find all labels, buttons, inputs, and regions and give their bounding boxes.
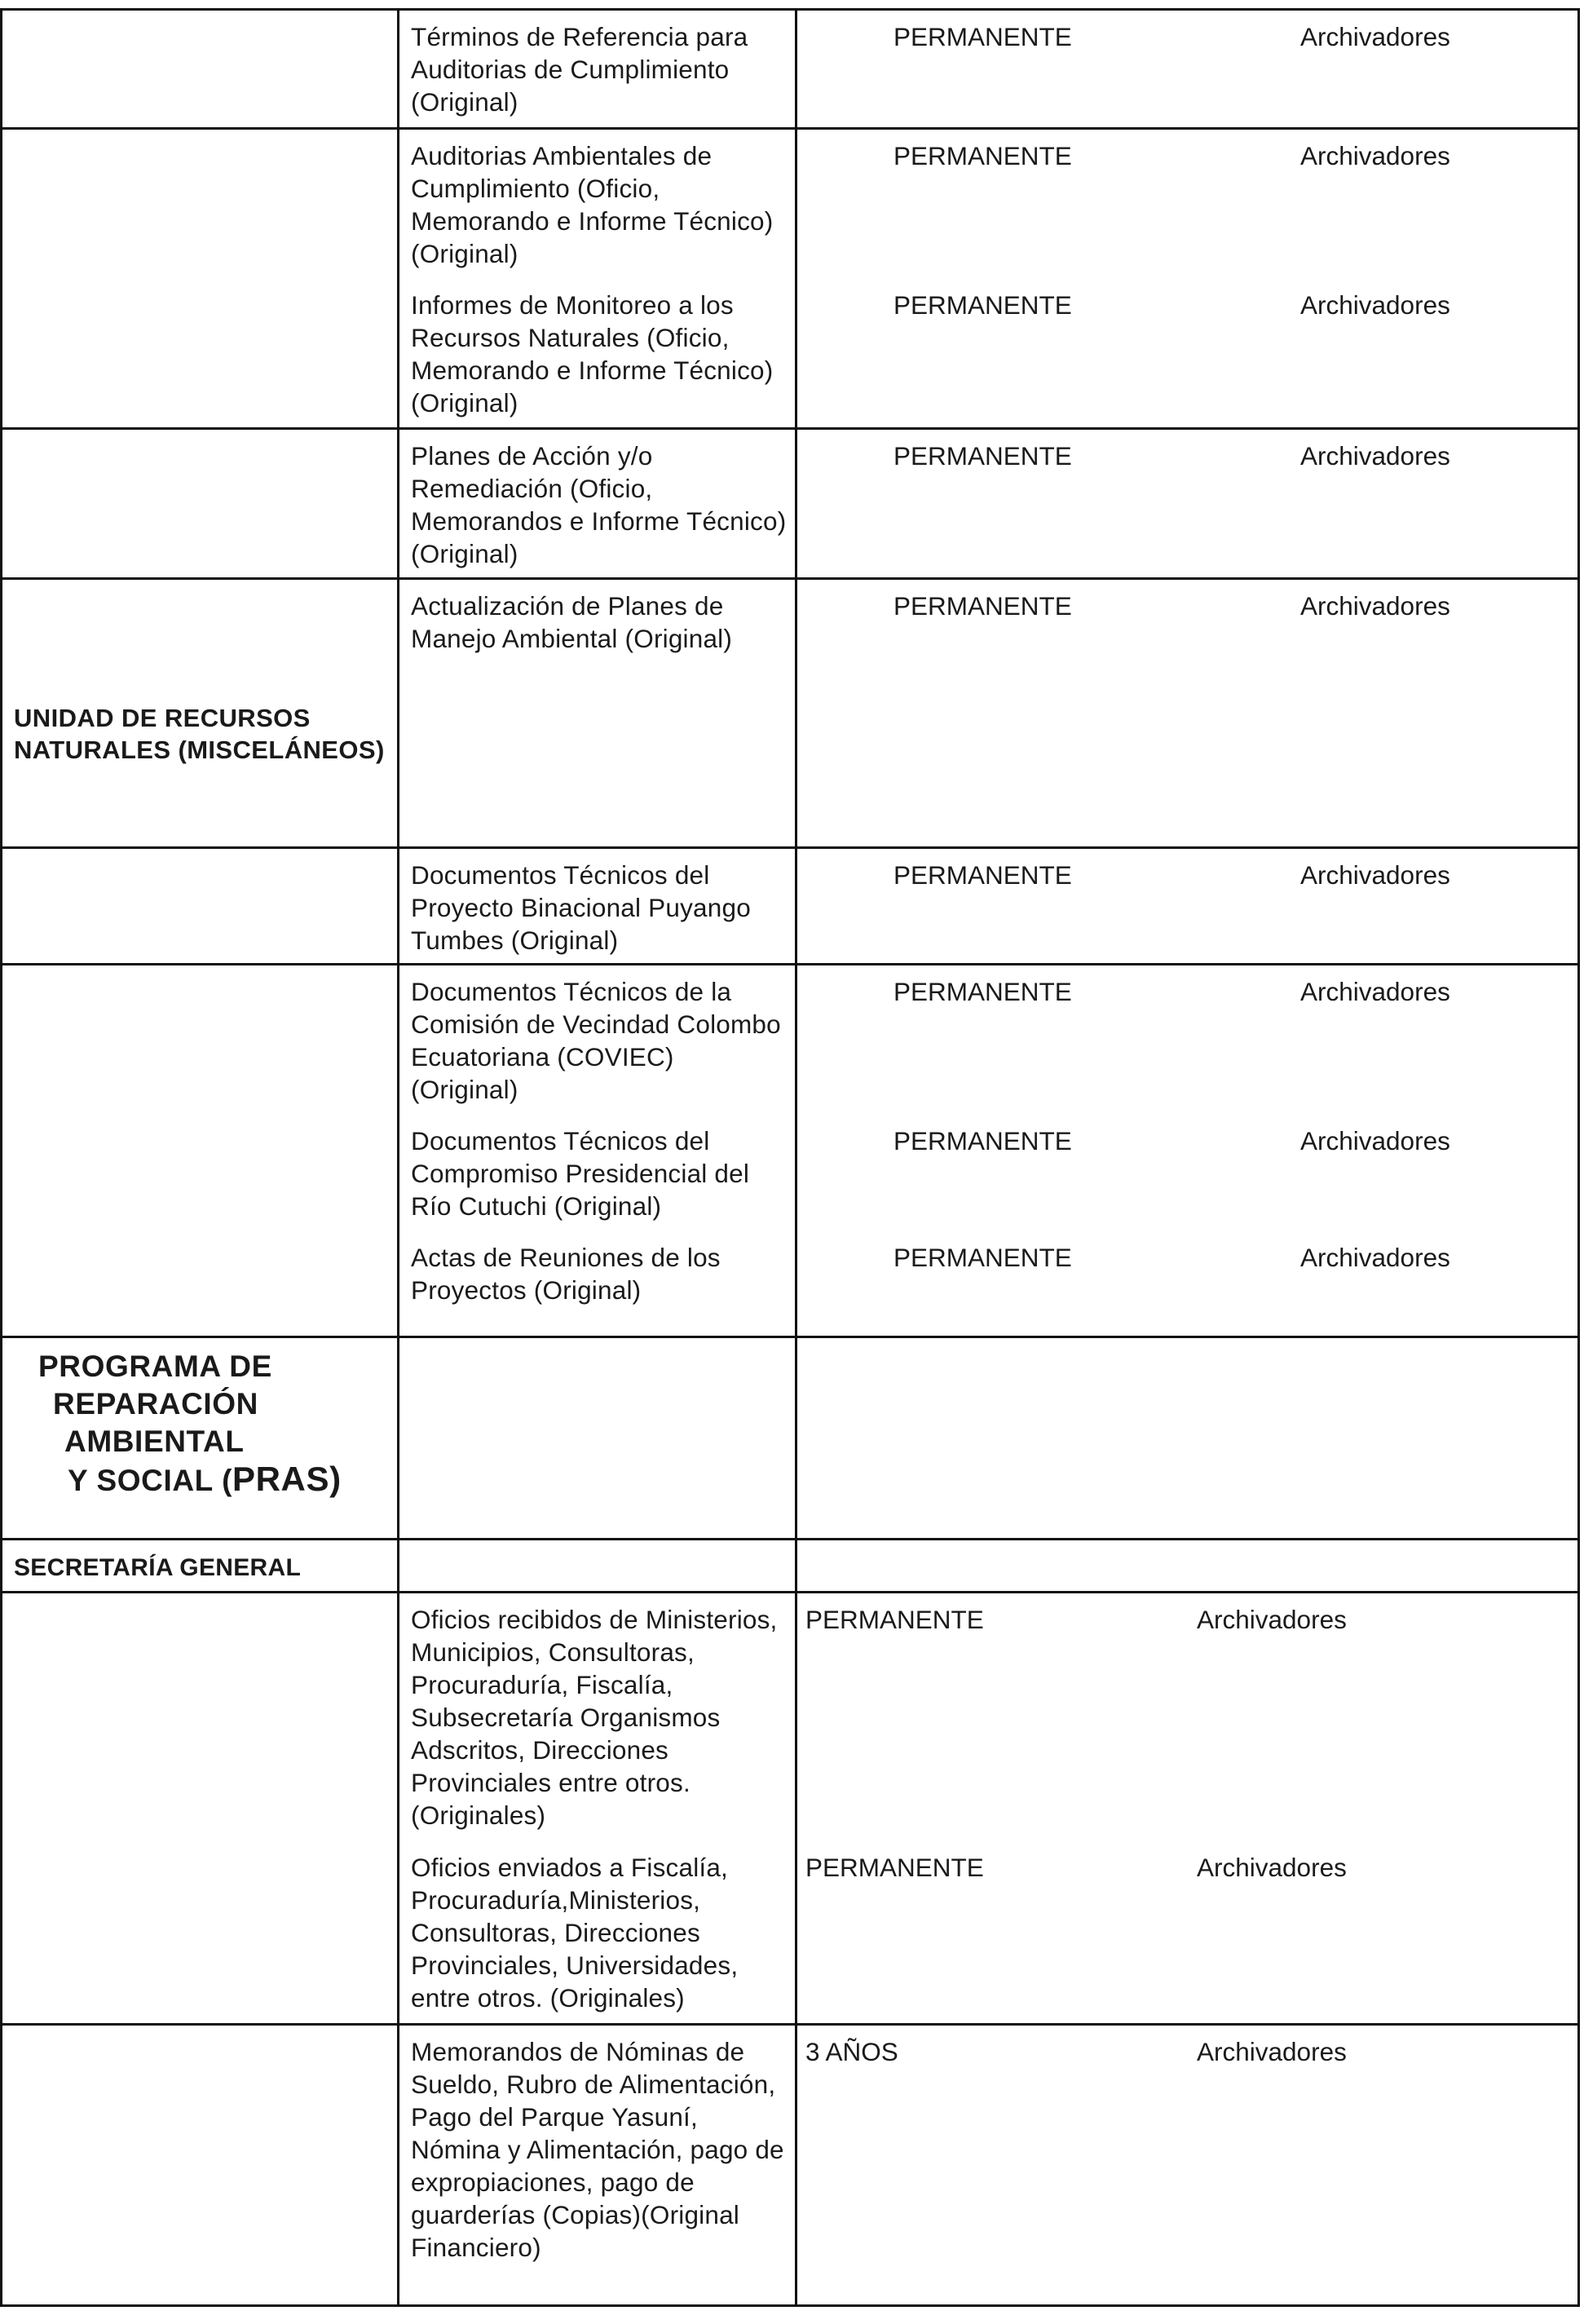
description-cell: Actualización de Planes de Manejo Ambiental (Original) (399, 579, 796, 848)
storage-location: Archivadores (1300, 1125, 1450, 1155)
table-row (2, 279, 1579, 429)
description-cell: Oficios enviados a Fiscalía, Procuraduría,Ministerios, Consultoras, Direcciones Provinciales, Universidades, entre otros. (Originales) (399, 1841, 796, 2025)
storage-location: Archivadores (1197, 2037, 1347, 2066)
storage-location: Archivadores (1300, 977, 1450, 1006)
retention-period: PERMANENTE (805, 1605, 984, 1634)
description-cell: Documentos Técnicos del Compromiso Presidencial del Río Cutuchi (Original) (399, 1115, 796, 1231)
description-cell: Términos de Referencia para Auditorias de Cumplimiento (Original) (399, 10, 796, 129)
storage-location: Archivadores (1300, 1242, 1450, 1272)
retention-location-cell (796, 1841, 1579, 2025)
section-label-unidad-recursos-naturales: UNIDAD DE RECURSOS NATURALES (MISCELÁNEOS) (14, 704, 385, 764)
retention-location-cell (796, 965, 1579, 1115)
unit-cell (2, 1540, 399, 1593)
retention-period: PERMANENTE (893, 141, 1072, 170)
retention-location-cell (796, 1593, 1579, 1841)
table-row (2, 1231, 1579, 1337)
unit-cell (2, 2025, 399, 2306)
retention-period: PERMANENTE (893, 1125, 1072, 1155)
table-row (2, 10, 1579, 129)
retention-period: PERMANENTE (893, 860, 1072, 890)
unit-cell (2, 579, 399, 848)
unit-cell (2, 848, 399, 965)
retention-location-cell (796, 10, 1579, 129)
unit-cell (2, 1231, 399, 1337)
table-row (2, 848, 1579, 965)
retention-location-cell (796, 429, 1579, 579)
unit-cell (2, 965, 399, 1115)
unit-cell (2, 279, 399, 429)
retention-location-cell (796, 1231, 1579, 1337)
description-cell: Documentos Técnicos de la Comisión de Vecindad Colombo Ecuatoriana (COVIEC) (Original) (399, 965, 796, 1115)
retention-location-cell (796, 1337, 1579, 1540)
description-cell: Actas de Reuniones de los Proyectos (Original) (399, 1231, 796, 1337)
table-row (2, 579, 1579, 848)
retention-period: PERMANENTE (893, 441, 1072, 471)
retention-location-cell (796, 2025, 1579, 2306)
retention-period: PERMANENTE (893, 1242, 1072, 1272)
description-cell: Informes de Monitoreo a los Recursos Naturales (Oficio, Memorando e Informe Técnico) (Original) (399, 279, 796, 429)
section-label-pras: PROGRAMA DE REPARACIÓN AMBIENTAL Y SOCIAL (PRAS) (38, 1350, 342, 1498)
table-row (2, 965, 1579, 1115)
retention-location-cell (796, 279, 1579, 429)
description-cell (399, 1540, 796, 1593)
storage-location: Archivadores (1300, 441, 1450, 471)
retention-period: PERMANENTE (893, 591, 1072, 621)
retention-location-cell (796, 1115, 1579, 1231)
storage-location: Archivadores (1300, 289, 1450, 320)
table-row (2, 129, 1579, 279)
unit-cell (2, 1841, 399, 2025)
table-row (2, 1115, 1579, 1231)
table-row (2, 1593, 1579, 1841)
storage-location: Archivadores (1300, 860, 1450, 890)
document-retention-table (0, 8, 1580, 2307)
description-cell: Documentos Técnicos del Proyecto Binacional Puyango Tumbes (Original) (399, 848, 796, 965)
unit-cell (2, 1593, 399, 1841)
storage-location: Archivadores (1197, 1605, 1347, 1634)
table-row (2, 2025, 1579, 2306)
table-row (2, 1540, 1579, 1593)
table-row (2, 1841, 1579, 2025)
retention-location-cell (796, 1540, 1579, 1593)
description-cell: Memorandos de Nóminas de Sueldo, Rubro de Alimentación, Pago del Parque Yasuní, Nómina y Alimentación, pago de expropiaciones, pago de guarderías (Copias)(Original Financiero) (399, 2025, 796, 2306)
unit-cell (2, 10, 399, 129)
section-label-secretaria-general: SECRETARÍA GENERAL (14, 1554, 302, 1581)
description-cell: Auditorias Ambientales de Cumplimiento (Oficio, Memorando e Informe Técnico) (Original) (399, 129, 796, 279)
table-row (2, 1337, 1579, 1540)
unit-cell (2, 429, 399, 579)
retention-location-cell (796, 579, 1579, 848)
description-cell (399, 1337, 796, 1540)
retention-location-cell (796, 129, 1579, 279)
retention-period: PERMANENTE (893, 977, 1072, 1006)
unit-cell (2, 1337, 399, 1540)
storage-location: Archivadores (1197, 1852, 1347, 1882)
description-cell: Planes de Acción y/o Remediación (Oficio, Memorandos e Informe Técnico) (Original) (399, 429, 796, 579)
unit-cell (2, 1115, 399, 1231)
retention-period: PERMANENTE (805, 1852, 984, 1882)
unit-cell (2, 129, 399, 279)
retention-location-cell (796, 848, 1579, 965)
retention-period: PERMANENTE (893, 22, 1072, 51)
table-row (2, 429, 1579, 579)
storage-location: Archivadores (1300, 591, 1450, 621)
storage-location: Archivadores (1300, 22, 1450, 51)
retention-period: 3 AÑOS (805, 2037, 898, 2066)
storage-location: Archivadores (1300, 141, 1450, 170)
retention-period: PERMANENTE (893, 289, 1072, 320)
description-cell: Oficios recibidos de Ministerios, Municipios, Consultoras, Procuraduría, Fiscalía, Subsecretaría Organismos Adscritos, Direcciones Provinciales entre otros. (Originales) (399, 1593, 796, 1841)
